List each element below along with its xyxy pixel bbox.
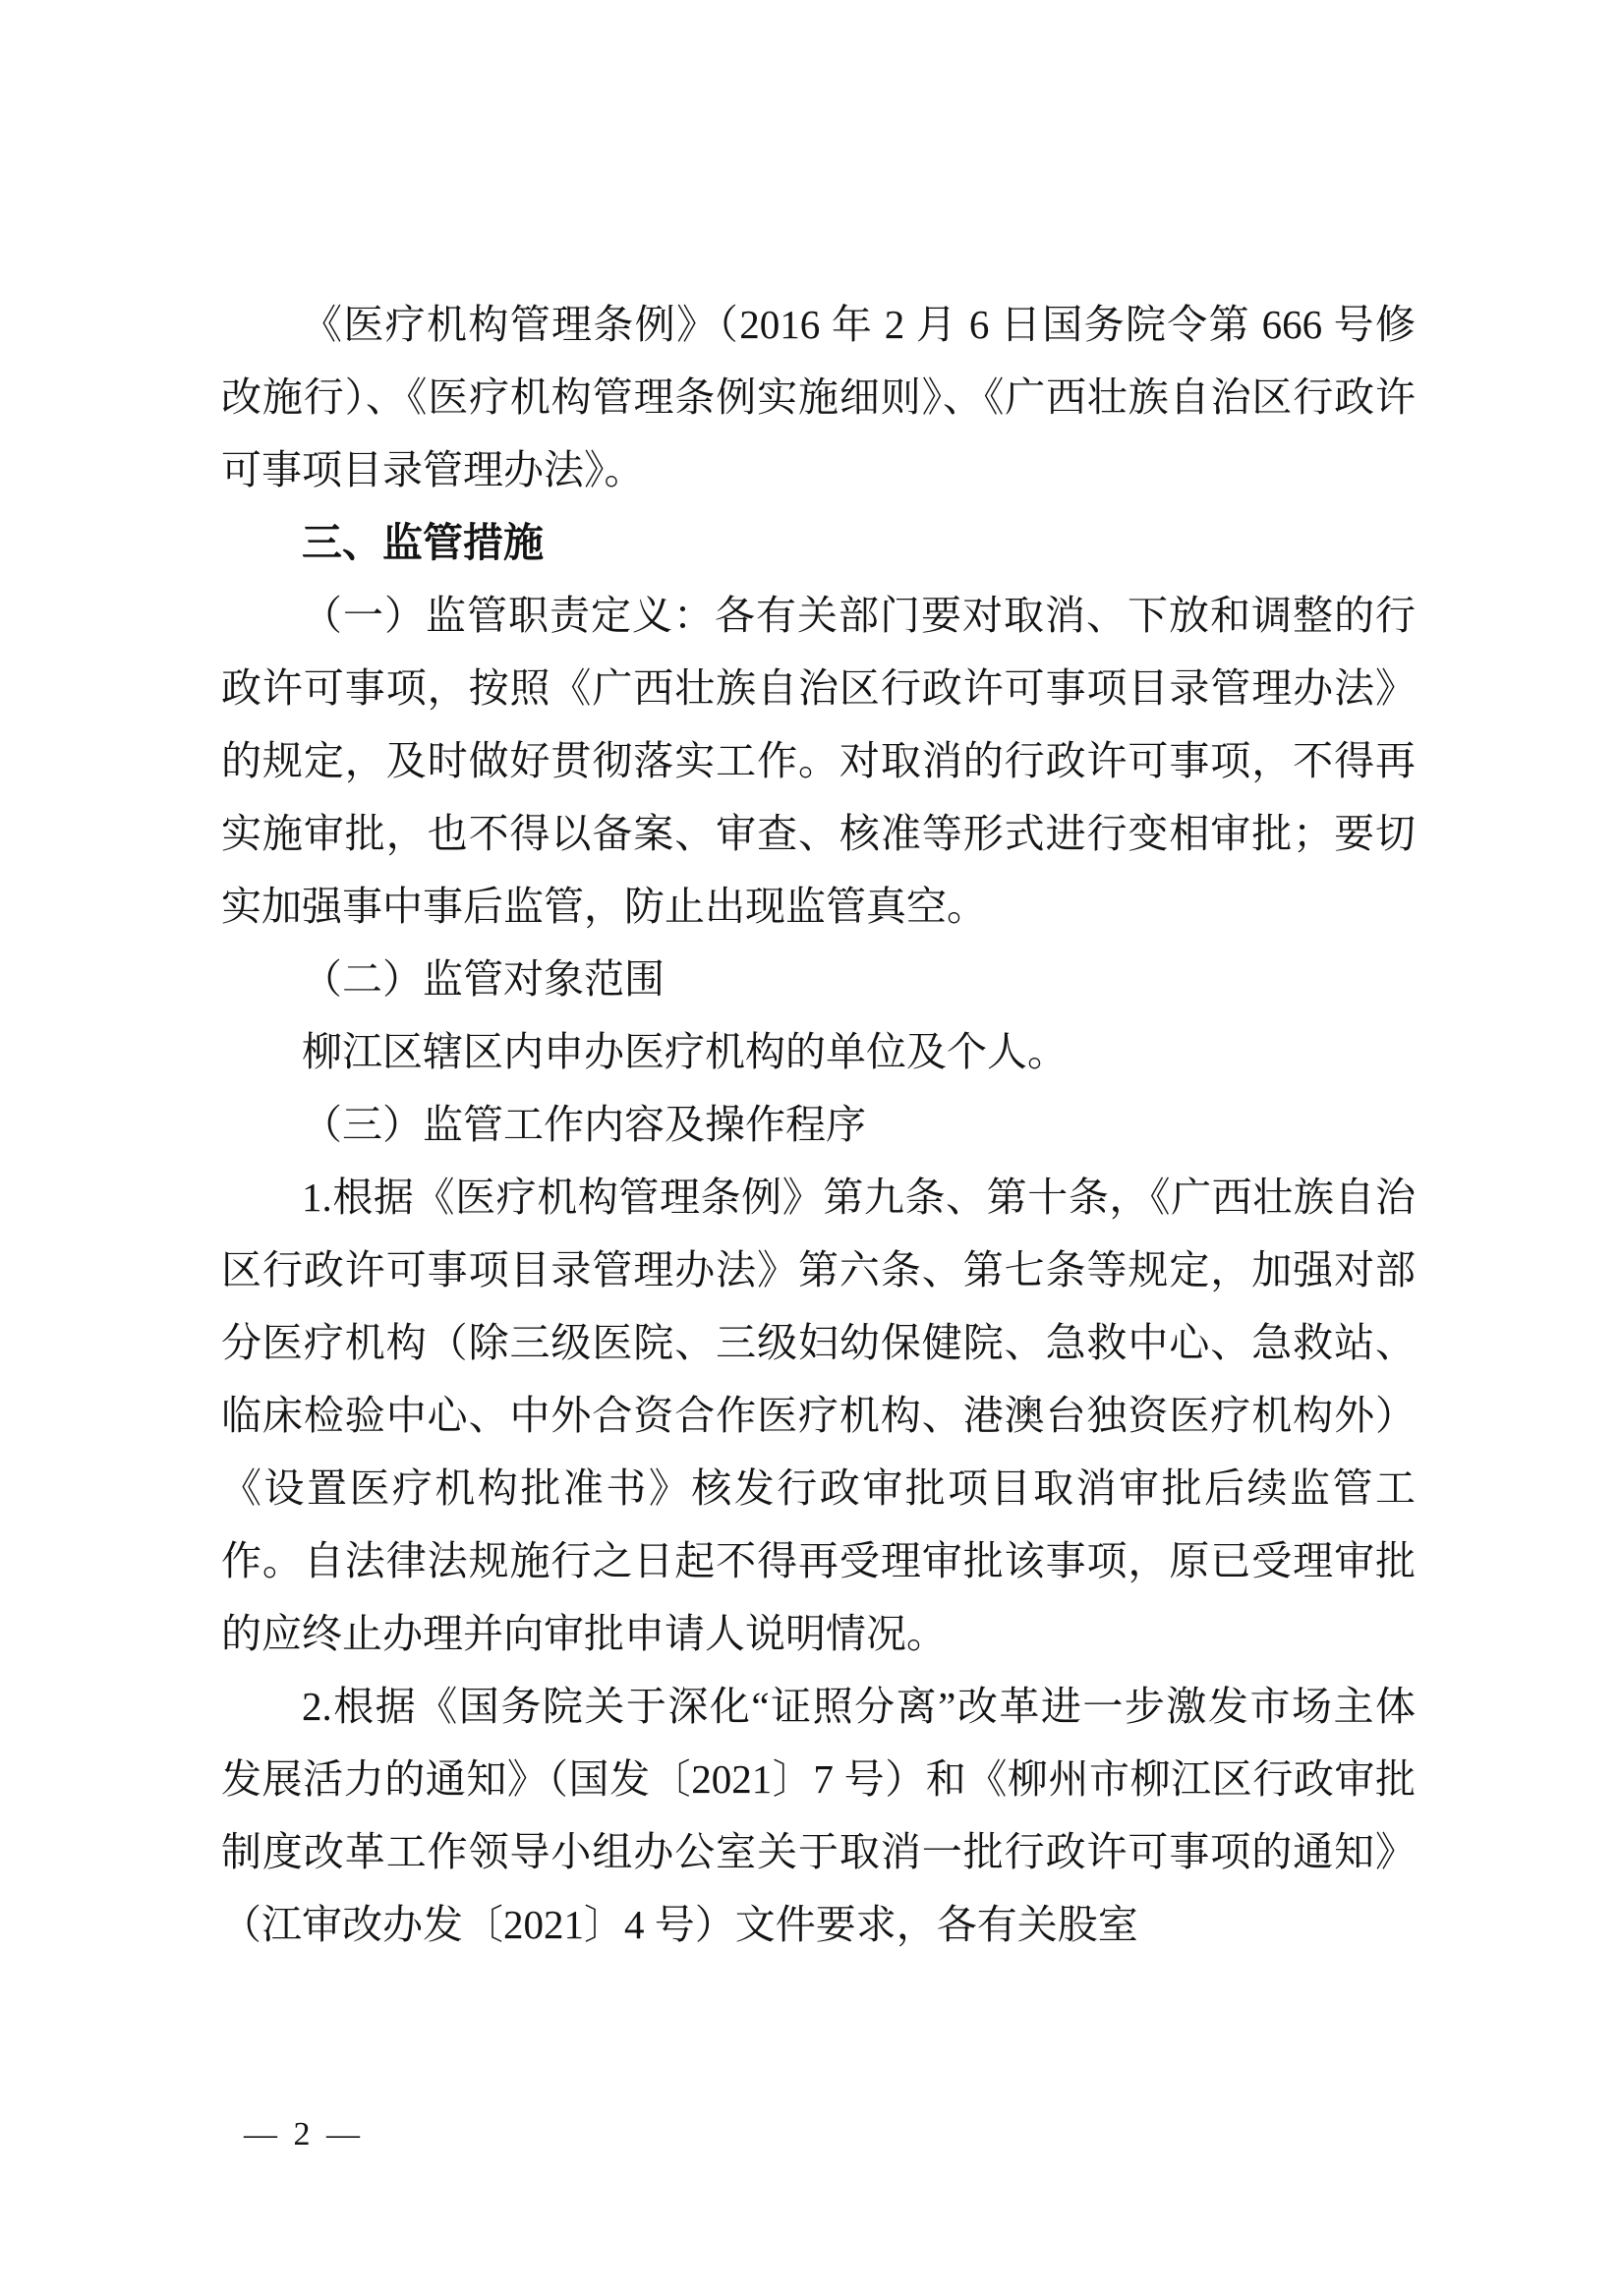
section-heading-supervision-measures: 三、监管措施 [302,520,544,565]
subheading-work-content-procedures: （三）监管工作内容及操作程序 [302,1102,866,1147]
paragraph-work-item-2: 2.根据《国务院关于深化“证照分离”改革进一步激发市场主体发展活力的通知》（国发〔2021〕7 号）和《柳州市柳江区行政审批制度改革工作领导小组办公室关于取消一批行政许可事项的通知》（江审改办发〔2021〕4 号）文件要求，各有关股室 [221,1684,1416,1947]
page-number: — 2 — [244,2116,364,2152]
document-body [221,288,1416,1961]
paragraph-supervision-scope: 柳江区辖区内申办医疗机构的单位及个人。 [302,1029,1068,1074]
paragraph-legal-basis: 《医疗机构管理条例》（2016 年 2 月 6 日国务院令第 666 号修改施行）、《医疗机构管理条例实施细则》、《广西壮族自治区行政许可事项目录管理办法》。 [221,302,1416,492]
paragraph-supervision-duty-definition: （一）监管职责定义：各有关部门要对取消、下放和调整的行政许可事项，按照《广西壮族自治区行政许可事项目录管理办法》的规定，及时做好贯彻落实工作。对取消的行政许可事项，不得再实施审批，也不得以备案、审查、核准等形式进行变相审批；要切实加强事中事后监管，防止出现监管真空。 [221,593,1416,929]
paragraph-work-item-1: 1.根据《医疗机构管理条例》第九条、第十条，《广西壮族自治区行政许可事项目录管理办法》第六条、第七条等规定，加强对部分医疗机构（除三级医院、三级妇幼保健院、急救中心、急救站、临床检验中心、中外合资合作医疗机构、港澳台独资医疗机构外）《设置医疗机构批准书》核发行政审批项目取消审批后续监管工作。自法律法规施行之日起不得再受理审批该事项，原已受理审批的应终止办理并向审批申请人说明情况。 [221,1175,1416,1656]
subheading-supervision-scope: （二）监管对象范围 [302,956,665,1002]
